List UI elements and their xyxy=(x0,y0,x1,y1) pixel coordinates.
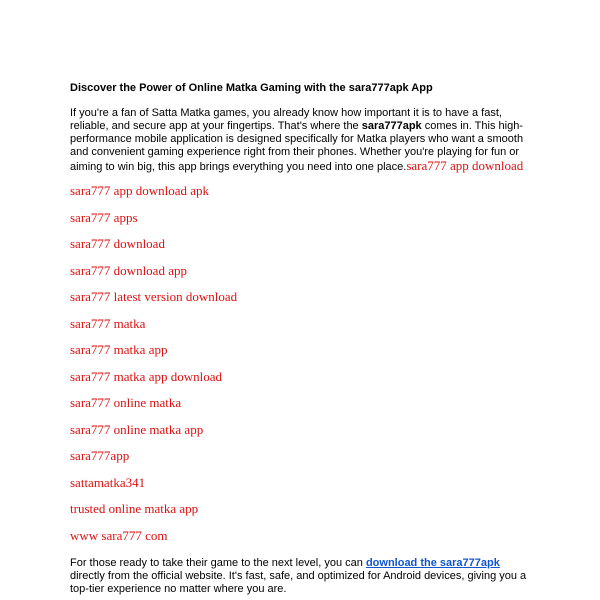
keyword-item xyxy=(70,496,530,523)
outro-paragraph xyxy=(70,557,530,596)
intro-text-2: comes in. This high-performance mobile application is designed specifically for Matka players who want a smooth and convenient gaming experience right from their phones. Whether you're playing for fun or aiming to win big, this app brings everything you need into one place. xyxy=(70,120,524,173)
keyword-link[interactable]: sara777 apps xyxy=(70,209,138,225)
keyword-item xyxy=(70,284,530,311)
keyword-link[interactable]: sara777 download app xyxy=(70,262,187,278)
keyword-item xyxy=(70,231,530,258)
keyword-link[interactable]: sara777 latest version download xyxy=(70,289,238,304)
intro-text-1: If you're a fan of Satta Matka games, you already know how important it is to have a fast, reliable, and secure app at your fingertips. That's where the xyxy=(70,107,502,132)
keyword-link[interactable]: sara777 app download apk xyxy=(70,183,209,198)
intro-app-name: sara777apk xyxy=(361,120,422,132)
keyword-item xyxy=(70,364,530,391)
keyword-link[interactable]: sara777 online matka xyxy=(70,395,182,410)
article xyxy=(70,82,530,596)
keyword-link[interactable]: sara777 matka xyxy=(70,315,146,331)
keyword-item xyxy=(70,311,530,338)
article-heading: Discover the Power of Online Matka Gaming with the sara777apk App xyxy=(70,82,433,94)
keyword-item xyxy=(70,470,530,497)
keyword-link-list xyxy=(70,178,530,549)
keyword-item xyxy=(70,443,530,470)
keyword-link[interactable]: sattamatka341 xyxy=(70,474,146,490)
keyword-item xyxy=(70,390,530,417)
keyword-link[interactable]: sara777 matka app download xyxy=(70,368,222,384)
keyword-item xyxy=(70,523,530,550)
keyword-item xyxy=(70,178,530,205)
keyword-link[interactable]: sara777 matka app xyxy=(70,342,168,357)
keyword-item xyxy=(70,258,530,285)
keyword-link[interactable]: sara777 online matka app xyxy=(70,421,204,437)
keyword-item xyxy=(70,337,530,364)
keyword-link[interactable]: sara777 download xyxy=(70,236,165,251)
keyword-item xyxy=(70,205,530,232)
outro-text-2: directly from the official website. It's fast, safe, and optimized for Android devices, giving you a top-tier experience no matter where you are. xyxy=(70,570,527,595)
download-link[interactable]: download the sara777apk xyxy=(365,557,500,569)
keyword-link[interactable]: www sara777 com xyxy=(70,527,168,543)
keyword-link[interactable]: sara777app xyxy=(70,448,130,463)
intro-paragraph xyxy=(70,107,530,174)
keyword-link[interactable]: trusted online matka app xyxy=(70,501,199,516)
inline-keyword-link[interactable]: sara777 app download xyxy=(406,158,524,173)
keyword-item xyxy=(70,417,530,444)
outro-text-1: For those ready to take their game to the next level, you can xyxy=(70,557,366,569)
